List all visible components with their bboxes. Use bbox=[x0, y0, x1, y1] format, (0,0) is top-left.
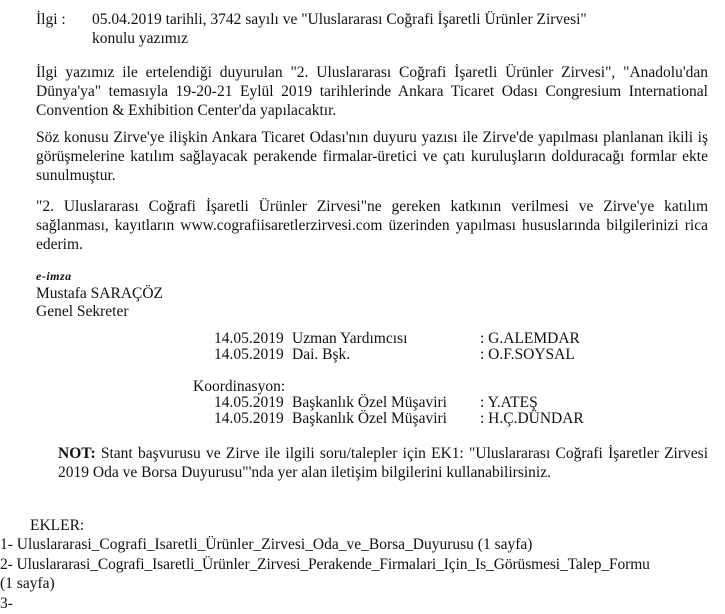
paragraph-1: İlgi yazımız ile ertelendiği duyurulan "2. Uluslararası Coğrafi İşaretli Ürünler Zirvesi", "Anadolu'dan Dünya'ya" temasıyla 19-20-21 Eylül 2019 tarihlerinde Ankara Ticaret Odası Congresium International Convention & Exhibition Center'da yapılacaktır. bbox=[36, 64, 708, 119]
coordination-person: : H.Ç.DÜNDAR bbox=[480, 410, 584, 427]
ilgi-line-1: 05.04.2019 tarihli, 3742 sayılı ve "Uluslararası Coğrafi İşaretli Ürünler Zirvesi" bbox=[92, 11, 587, 28]
approval-role: Uzman Yardımcısı bbox=[292, 330, 408, 347]
e-signature-mark: e-imza bbox=[36, 269, 72, 283]
note-label: NOT: bbox=[58, 445, 96, 462]
coordination-person: : Y.ATEŞ bbox=[480, 394, 538, 411]
ilgi-line-2: konulu yazımız bbox=[92, 30, 188, 47]
approval-person: : G.ALEMDAR bbox=[480, 330, 580, 347]
attachment-item: 3- bbox=[0, 595, 13, 612]
coordination-date: 14.05.2019 bbox=[214, 394, 284, 411]
attachment-item: 2- Uluslararasi_Cografi_Isaretli_Ürünler_Zirvesi_Perakende_Firmalari_Için_Is_Görüsmesi_Talep_Formu bbox=[0, 556, 650, 573]
approval-role: Dai. Bşk. bbox=[292, 346, 351, 363]
approval-date: 14.05.2019 bbox=[214, 346, 284, 363]
coordination-role: Başkanlık Özel Müşaviri bbox=[292, 410, 447, 427]
signer-name: Mustafa SARAÇÖZ bbox=[36, 285, 164, 302]
attachment-item: 1- Uluslararasi_Cografi_Isaretli_Ürünler_Zirvesi_Oda_ve_Borsa_Duyurusu (1 sayfa) bbox=[0, 536, 533, 553]
ilgi-label: İlgi : bbox=[36, 11, 66, 28]
signer-title: Genel Sekreter bbox=[36, 303, 129, 320]
coordination-role: Başkanlık Özel Müşaviri bbox=[292, 394, 447, 411]
attachment-item-continued: (1 sayfa) bbox=[0, 575, 55, 592]
paragraph-3: "2. Uluslararası Coğrafi İşaretli Ürünler Zirvesi"ne gereken katkının verilmesi ve Zirve'ye katılım sağlanması, kayıtların www.cografiisaretlerzirvesi.com üzerinden yapılması hususlarında bilgilerinizi rica ederim. bbox=[36, 198, 708, 253]
coordination-label: Koordinasyon: bbox=[193, 378, 286, 395]
note-text: Stant başvurusu ve Zirve ile ilgili soru/talepler için EK1: "Uluslararası Coğrafi İşaretler Zirvesi 2019 Oda ve Borsa Duyurusu"'nda yer alan iletişim bilgilerini kullanabilirsiniz. bbox=[58, 445, 708, 481]
note bbox=[58, 444, 708, 482]
approval-row bbox=[0, 345, 725, 364]
approval-date: 14.05.2019 bbox=[214, 330, 284, 347]
attachments-label: EKLER: bbox=[30, 517, 85, 534]
approval-person: : O.F.SOYSAL bbox=[480, 346, 575, 363]
coordination-date: 14.05.2019 bbox=[214, 410, 284, 427]
coordination-row bbox=[0, 409, 725, 428]
paragraph-2: Söz konusu Zirve'ye ilişkin Ankara Ticaret Odası'nın duyuru yazısı ile Zirve'de yapılması planlanan ikili iş görüşmelerine katılım sağlayacak perakende firmalar-üretici ve çatı kuruluşların dolduracağı formlar ekte sunulmuştur. bbox=[36, 129, 708, 184]
